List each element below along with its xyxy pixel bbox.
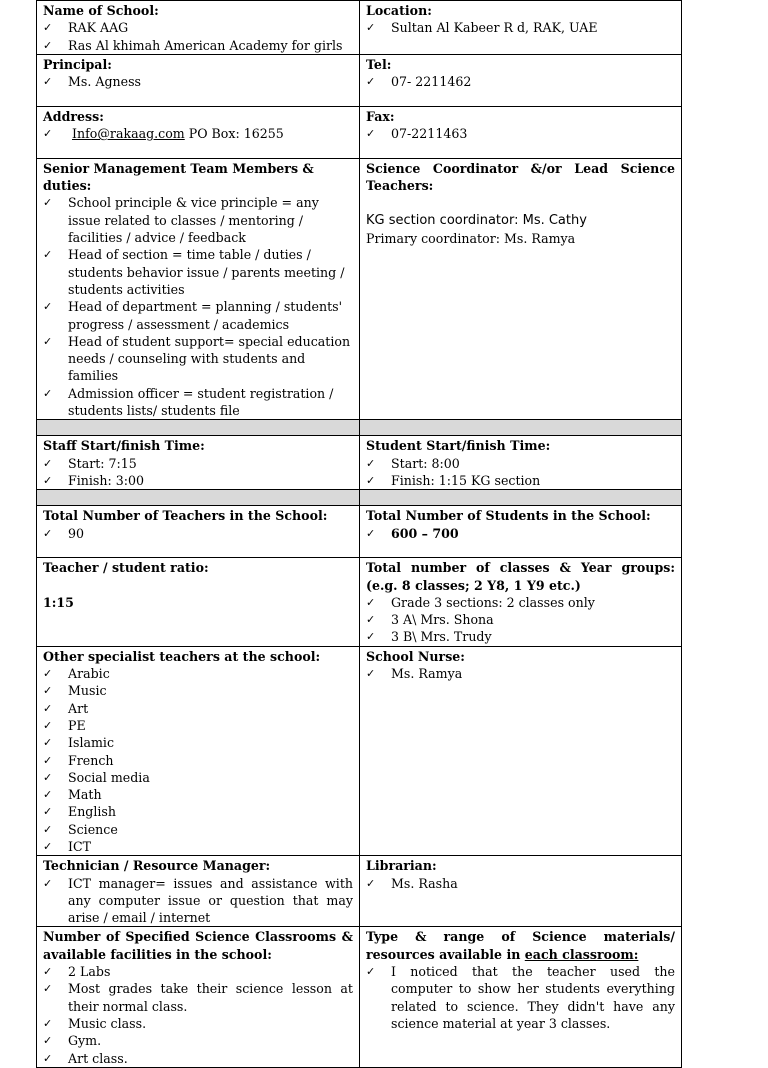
smt-label: Senior Management Team Members & duties: (43, 160, 314, 194)
student-time-label: Student Start/finish Time: (366, 438, 551, 454)
location-list (366, 19, 675, 36)
list-item: ✓ Math (43, 786, 353, 803)
cell-address (37, 106, 360, 158)
cell-materials (360, 927, 682, 1067)
row-smt (37, 158, 682, 419)
row-school (37, 1, 682, 55)
address-list (43, 125, 353, 142)
list-item: ✓ Music (43, 682, 353, 699)
primary-coordinator: Primary coordinator: Ms. Ramya (366, 230, 576, 246)
row-totals (37, 506, 682, 558)
cell-teachers-total (37, 506, 360, 558)
list-item: ✓ Admission officer = student registration / students lists/ students file (43, 385, 353, 420)
cell-student-time (360, 436, 682, 490)
row-technician (37, 856, 682, 927)
list-item: ✓ RAK AAG (43, 19, 353, 36)
list-item: ✓ Science (43, 821, 353, 838)
list-item: ✓ Start: 8:00 (366, 455, 675, 472)
fax-list (366, 125, 675, 142)
po-box: PO Box: 16255 (184, 126, 284, 142)
gap-cell (37, 490, 360, 506)
list-item: ✓ Social media (43, 769, 353, 786)
gap-cell (37, 420, 360, 436)
row-specialists (37, 646, 682, 856)
location-label: Location: (366, 3, 432, 18)
list-item: ✓ Head of department = planning / students' progress / assessment / academics (43, 298, 353, 333)
list-item: ✓ Sultan Al Kabeer R d, RAK, UAE (366, 19, 675, 36)
row-address (37, 106, 682, 158)
nurse-label: School Nurse: (366, 648, 465, 664)
ratio-value: 1:15 (43, 594, 74, 610)
list-item: ✓ Art class. (43, 1050, 353, 1067)
classes-label: Total number of classes & Year groups: (e.g. 8 classes; 2 Y8, 1 Y9 etc.) (366, 560, 675, 593)
school-name-list (43, 19, 353, 54)
cell-principal (37, 54, 360, 106)
nurse-list (366, 665, 675, 682)
cell-staff-time (37, 436, 360, 490)
kg-coordinator: KG section coordinator: Ms. Cathy (366, 213, 587, 229)
specialists-label: Other specialist teachers at the school: (43, 648, 321, 664)
students-total-label: Total Number of Students in the School: (366, 508, 651, 524)
cell-classes (360, 558, 682, 646)
list-item: ✓ Ms. Rasha (366, 875, 675, 892)
ratio-label: Teacher / student ratio: (43, 560, 209, 576)
address-label: Address: (43, 108, 104, 124)
classrooms-label: Number of Specified Science Classrooms & available facilities in the school: (43, 929, 353, 962)
gap-cell (360, 490, 682, 506)
list-item: ✓ 07- 2211462 (366, 73, 675, 90)
row-times (37, 436, 682, 490)
list-item: ✓ 07-2211463 (366, 125, 675, 142)
principal-label: Principal: (43, 56, 112, 72)
teachers-total-list (43, 525, 353, 542)
cell-classrooms (37, 927, 360, 1067)
list-item: ✓ 600 – 700 (366, 525, 675, 542)
classrooms-list (43, 963, 353, 1067)
list-item: ✓ Arabic (43, 665, 353, 682)
cell-tel (360, 54, 682, 106)
list-item: ✓ Head of section = time table / duties / students behavior issue / parents meeting / students activities (43, 246, 353, 298)
list-item: ✓ Art (43, 700, 353, 717)
list-item: ✓ 90 (43, 525, 353, 542)
cell-smt (37, 158, 360, 419)
list-item: ✓ Start: 7:15 (43, 455, 353, 472)
list-item: ✓ French (43, 752, 353, 769)
gap-row (37, 420, 682, 436)
list-item: ✓ Finish: 3:00 (43, 472, 353, 489)
list-item: ✓ 3 B\ Mrs. Trudy (366, 628, 675, 645)
technician-list (43, 875, 353, 927)
students-total-list (366, 525, 675, 542)
librarian-list (366, 875, 675, 892)
cell-science-coordinator (360, 158, 682, 419)
materials-label-underlined: each classroom: (524, 946, 639, 962)
materials-list (366, 963, 675, 1032)
list-item: ✓ ICT (43, 838, 353, 855)
cell-technician (37, 856, 360, 927)
cell-specialists (37, 646, 360, 856)
smt-list (43, 194, 353, 419)
school-info-table (36, 0, 682, 1068)
list-item: ✓ 3 A\ Mrs. Shona (366, 611, 675, 628)
tel-list (366, 73, 675, 90)
tel-label: Tel: (366, 56, 392, 72)
list-item: ✓ ICT manager= issues and assistance with any computer issue or question that may arise / email / internet (43, 875, 353, 927)
staff-time-list (43, 455, 353, 490)
cell-location (360, 1, 682, 55)
gap-row (37, 490, 682, 506)
cell-nurse (360, 646, 682, 856)
librarian-label: Librarian: (366, 858, 437, 874)
science-coordinator-label: Science Coordinator &/or Lead Science Teachers: (366, 160, 675, 194)
specialists-list (43, 665, 353, 855)
list-item: ✓ Most grades take their science lesson at their normal class. (43, 980, 353, 1015)
list-item: ✓ Music class. (43, 1015, 353, 1032)
list-item: ✓ Ras Al khimah American Academy for girls (43, 37, 353, 54)
list-item: ✓ Finish: 1:15 KG section (366, 472, 675, 489)
list-item: ✓ Islamic (43, 734, 353, 751)
student-time-list (366, 455, 675, 490)
teachers-total-label: Total Number of Teachers in the School: (43, 508, 328, 524)
list-item: ✓ Head of student support= special education needs / counseling with students and families (43, 333, 353, 385)
list-item: ✓ Gym. (43, 1032, 353, 1049)
materials-label (366, 928, 675, 963)
row-principal (37, 54, 682, 106)
gap-cell (360, 420, 682, 436)
list-item: ✓ English (43, 803, 353, 820)
email-link[interactable]: Info@rakaag.com (72, 126, 185, 142)
cell-ratio (37, 558, 360, 646)
list-item: ✓ Grade 3 sections: 2 classes only (366, 594, 675, 611)
cell-school-name (37, 1, 360, 55)
classes-list (366, 594, 675, 646)
list-item: ✓ Ms. Agness (43, 73, 353, 90)
principal-list (43, 73, 353, 90)
list-item: ✓ Ms. Ramya (366, 665, 675, 682)
row-ratio-classes (37, 558, 682, 646)
list-item: ✓ I noticed that the teacher used the computer to show her students everything related to science. They didn't have any science material at year 3 classes. (366, 963, 675, 1032)
fax-label: Fax: (366, 108, 395, 124)
staff-time-label: Staff Start/finish Time: (43, 438, 205, 454)
list-item (43, 125, 353, 142)
list-item: ✓ School principle & vice principle = any issue related to classes / mentoring / facilities / advice / feedback (43, 194, 353, 246)
list-item: ✓ PE (43, 717, 353, 734)
cell-fax (360, 106, 682, 158)
technician-label: Technician / Resource Manager: (43, 858, 271, 874)
materials-label-text: Type & range of Science materials/ resources available in (366, 929, 675, 962)
row-classrooms (37, 927, 682, 1067)
list-item: ✓ 2 Labs (43, 963, 353, 980)
school-name-label: Name of School: (43, 3, 159, 18)
cell-librarian (360, 856, 682, 927)
cell-students-total (360, 506, 682, 558)
